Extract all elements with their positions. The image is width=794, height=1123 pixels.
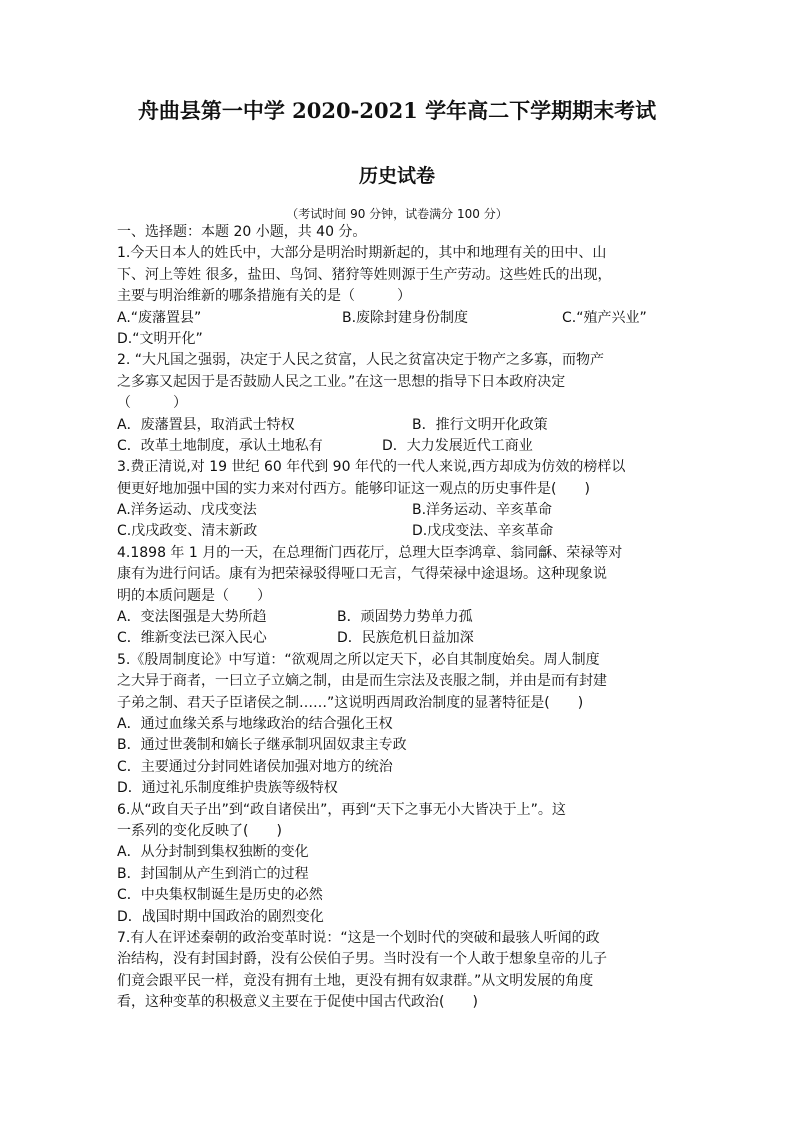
option-c: C．主要通过分封同姓诸侯加强对地方的统治 <box>117 758 393 775</box>
option-b: B．通过世袭制和嫡长子继承制巩固奴隶主专政 <box>117 737 407 754</box>
question-line: 子弟之制、君天子臣诸侯之制……”这说明西周政治制度的显著特征是( ) <box>117 694 584 711</box>
question-line: 明的本质问题是（ ） <box>117 587 271 604</box>
option-c: C.戊戌政变、清末新政 <box>117 523 258 540</box>
question-3 <box>117 457 683 543</box>
option-row <box>117 500 683 521</box>
option-c: C．维新变法已深入民心 <box>117 630 267 647</box>
option-c: C．改革土地制度，承认土地私有 <box>117 437 323 454</box>
question-line: 主要与明治维新的哪条措施有关的是（ ） <box>117 288 411 305</box>
question-1 <box>117 243 683 350</box>
option-d: D.戊戌变法、辛亥革命 <box>412 523 554 540</box>
option-row <box>117 415 683 436</box>
question-line: 一系列的变化反映了( ) <box>117 822 282 839</box>
exam-time-note: （考试时间 90 分钟，试卷满分 100 分） <box>286 207 508 221</box>
option-a: A．废藩置县，取消武士特权 <box>117 416 295 433</box>
option-b: B．顽固势力势单力孤 <box>337 609 473 626</box>
question-line: 便更好地加强中国的实力来对付西方。能够印证这一观点的历史事件是( ) <box>117 480 590 497</box>
question-7 <box>117 928 683 1014</box>
exam-title: 舟曲县第一中学 2020-2021 学年高二下学期期末考试 <box>137 98 657 123</box>
option-a: A．从分封制到集权独断的变化 <box>117 844 309 861</box>
option-d: D．战国时期中国政治的剧烈变化 <box>117 908 324 925</box>
option-b: B.洋务运动、辛亥革命 <box>412 502 553 519</box>
option-a: A.洋务运动、戊戌变法 <box>117 502 257 519</box>
option-b: B.废除封建身份制度 <box>342 309 469 326</box>
option-row <box>117 628 683 649</box>
option-a: A.“废藩置县” <box>117 309 202 326</box>
question-line: 4.1898 年 1 月的一天，在总理衙门西花厅，总理大臣李鸿章、翁同龢、荣禄等对 <box>117 544 623 561</box>
question-line: 治结构，没有封国封爵，没有公侯伯子男。当时没有一个人敢于想象皇帝的儿子 <box>117 951 607 968</box>
option-row <box>117 521 683 542</box>
option-b: B．推行文明开化政策 <box>412 416 548 433</box>
question-line: 2. “大凡国之强弱，决定于人民之贫富，人民之贫富决定于物产之多寡，而物产 <box>117 352 605 369</box>
question-5 <box>117 650 683 800</box>
question-2 <box>117 350 683 457</box>
question-line: 之多寡又起因于是否鼓励人民之工业。”在这一思想的指导下日本政府决定 <box>117 373 566 390</box>
exam-subtitle: 历史试卷 <box>358 165 435 187</box>
question-line: 们竟会跟平民一样，竟没有拥有土地，更没有拥有奴隶群。”从文明发展的角度 <box>117 972 594 989</box>
option-c: C.“殖产兴业” <box>562 309 647 326</box>
option-b: B．封国制从产生到消亡的过程 <box>117 865 309 882</box>
question-line: 1.今天日本人的姓氏中，大部分是明治时期新起的，其中和地理有关的田中、山 <box>117 245 607 262</box>
question-line: 7.有人在评述秦朝的政治变革时说：“这是一个划时代的突破和最骇人听闻的政 <box>117 929 600 946</box>
option-d: D.“文明开化” <box>117 330 203 347</box>
option-row <box>117 308 683 329</box>
question-line: 3.费正清说,对 19 世纪 60 年代到 90 年代的一代人来说,西方却成为仿效的榜样以 <box>117 459 626 476</box>
option-c: C．中央集权制诞生是历史的必然 <box>117 887 323 904</box>
section-heading: 一、选择题：本题 20 小题，共 40 分。 <box>117 224 367 240</box>
question-line: 6.从“政自天子出”到“政自诸侯出”，再到“天下之事无小大皆决于上”。这 <box>117 801 566 818</box>
option-row <box>117 607 683 628</box>
question-line: 看，这种变革的积极意义主要在于促使中国古代政治( ) <box>117 994 478 1011</box>
option-d: D．通过礼乐制度维护贵族等级特权 <box>117 780 338 797</box>
question-line: 5.《殷周制度论》中写道：“欲观周之所以定天下，必自其制度始矣。周人制度 <box>117 651 600 668</box>
question-line: （ ） <box>117 395 187 412</box>
question-4 <box>117 543 683 650</box>
question-line: 下、河上等姓 很多，盐田、鸟饲、猪狩等姓则源于生产劳动。这些姓氏的出现， <box>117 266 612 283</box>
option-row <box>117 436 683 457</box>
question-line: 之大异于商者，一曰立子立嫡之制，由是而生宗法及丧服之制，并由是而有封建 <box>117 673 607 690</box>
option-d: D．民族危机日益加深 <box>337 630 474 647</box>
option-a: A．变法图强是大势所趋 <box>117 609 267 626</box>
question-6 <box>117 800 683 928</box>
question-line: 康有为进行问话。康有为把荣禄驳得哑口无言，气得荣禄中途退场。这种现象说 <box>117 566 607 583</box>
option-d: D．大力发展近代工商业 <box>382 437 533 454</box>
exam-body <box>117 222 683 1013</box>
option-a: A．通过血缘关系与地缘政治的结合强化王权 <box>117 715 393 732</box>
